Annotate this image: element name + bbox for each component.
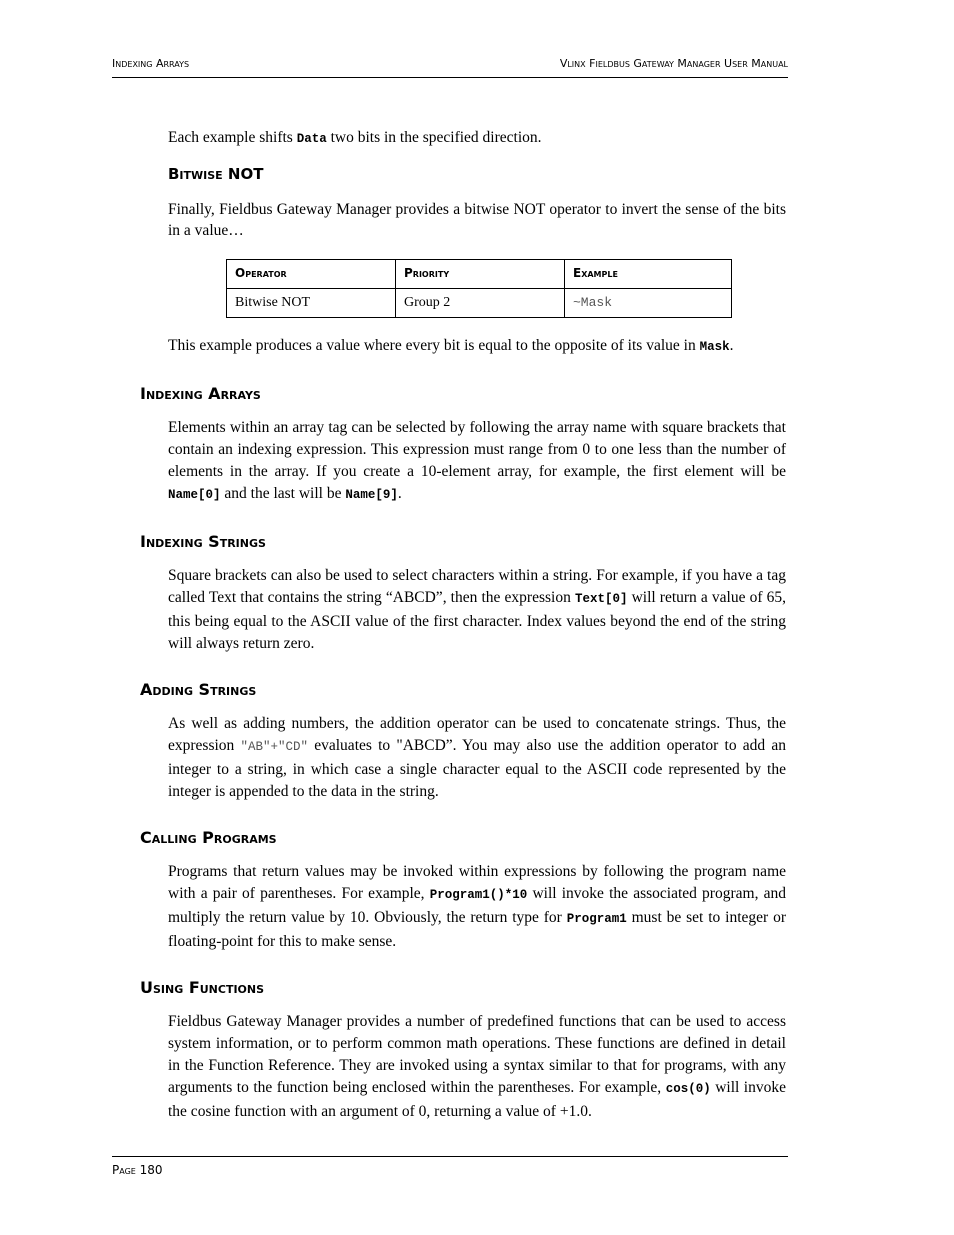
using-functions-paragraph: Fieldbus Gateway Manager provides a number of predefined functions that can be used to access system information, or to perform common math operations. These functions are defined in detail in the Function Reference. They are invoked using a syntax similar to that for programs, with any arguments to the function being enclosed within the parentheses. For example, cos(0) will invoke the cosine function with an argument of 0, returning a value of +1.0.: [168, 1013, 786, 1120]
bitwise-not-paragraph: Finally, Fieldbus Gateway Manager provides a bitwise NOT operator to invert the sense of the bits in a value…: [168, 200, 786, 240]
adding-strings-paragraph: As well as adding numbers, the addition operator can be used to concatenate strings. Thus, the expression "AB"+"CD" evaluates to "ABCD”. You may also use the addition operator to add an integer to a string, in which case a single character equal to the ASCII code represented by the integer is appended to the data in the string.: [168, 715, 787, 800]
inline-code: Mask: [699, 339, 730, 354]
table-row: [227, 288, 732, 317]
calling-programs-heading: Calling Programs: [140, 827, 277, 847]
using-functions-heading: Using Functions: [140, 977, 265, 997]
running-footer: [112, 1156, 788, 1177]
inline-code: cos(0): [665, 1081, 711, 1096]
indexing-arrays-paragraph: Elements within an array tag can be selected by following the array name with square brackets that contain an indexing expression. This expression must range from 0 to one less than the number of elements in the array. If you create a 10-element array, for example, the first element will be Name[0] and the last will be Name[9].: [168, 419, 786, 502]
inline-code: Program1: [566, 911, 627, 926]
running-header: [112, 56, 788, 78]
inline-code: Text[0]: [574, 592, 628, 607]
cell-priority: Group 2: [396, 288, 565, 317]
indexing-strings-paragraph: Square brackets can also be used to select characters within a string. For example, if you have a tag called Text that contains the string “ABCD”, then the expression Text[0] will return a value of 65, this being equal to the ASCII value of the first character. Index values beyond the end of the string will always return zero.: [168, 567, 786, 652]
inline-code: Name[9]: [345, 487, 398, 502]
indexing-strings-heading: Indexing Strings: [140, 531, 266, 551]
header-manual-title: Vlinx Fieldbus Gateway Manager User Manual: [559, 57, 788, 70]
cell-example: ~Mask: [565, 288, 732, 317]
inline-code: Data: [296, 132, 327, 146]
cell-operator: Bitwise NOT: [227, 288, 396, 317]
inline-code: Program1()*10: [429, 888, 528, 903]
page-content: [140, 127, 787, 1122]
header-section-title: Indexing Arrays: [112, 57, 190, 70]
inline-code: "AB"+"CD": [240, 740, 309, 755]
adding-strings-heading: Adding Strings: [140, 679, 257, 699]
calling-programs-paragraph: Programs that return values may be invoked within expressions by following the program name with a pair of parentheses. For example, Program1()*10 will invoke the associated program, and multiply the return value by 10. Obviously, the return type for Program1 must be set to integer or floating-point for this to make sense.: [168, 863, 786, 950]
inline-code: Name[0]: [168, 487, 221, 502]
page-number: Page 180: [112, 1163, 163, 1177]
table-header-row: [227, 260, 732, 289]
bitwise-not-heading: Bitwise NOT: [168, 164, 264, 183]
indexing-arrays-heading: Indexing Arrays: [140, 383, 261, 403]
column-header-operator: Operator: [227, 260, 396, 289]
column-header-example: Example: [565, 260, 732, 289]
column-header-priority: Priority: [396, 260, 565, 289]
operator-table: [226, 259, 732, 318]
intro-paragraph: Each example shifts Data two bits in the specified direction.: [168, 129, 542, 146]
bitwise-not-after-paragraph: This example produces a value where every bit is equal to the opposite of its value in Mask.: [168, 336, 734, 354]
